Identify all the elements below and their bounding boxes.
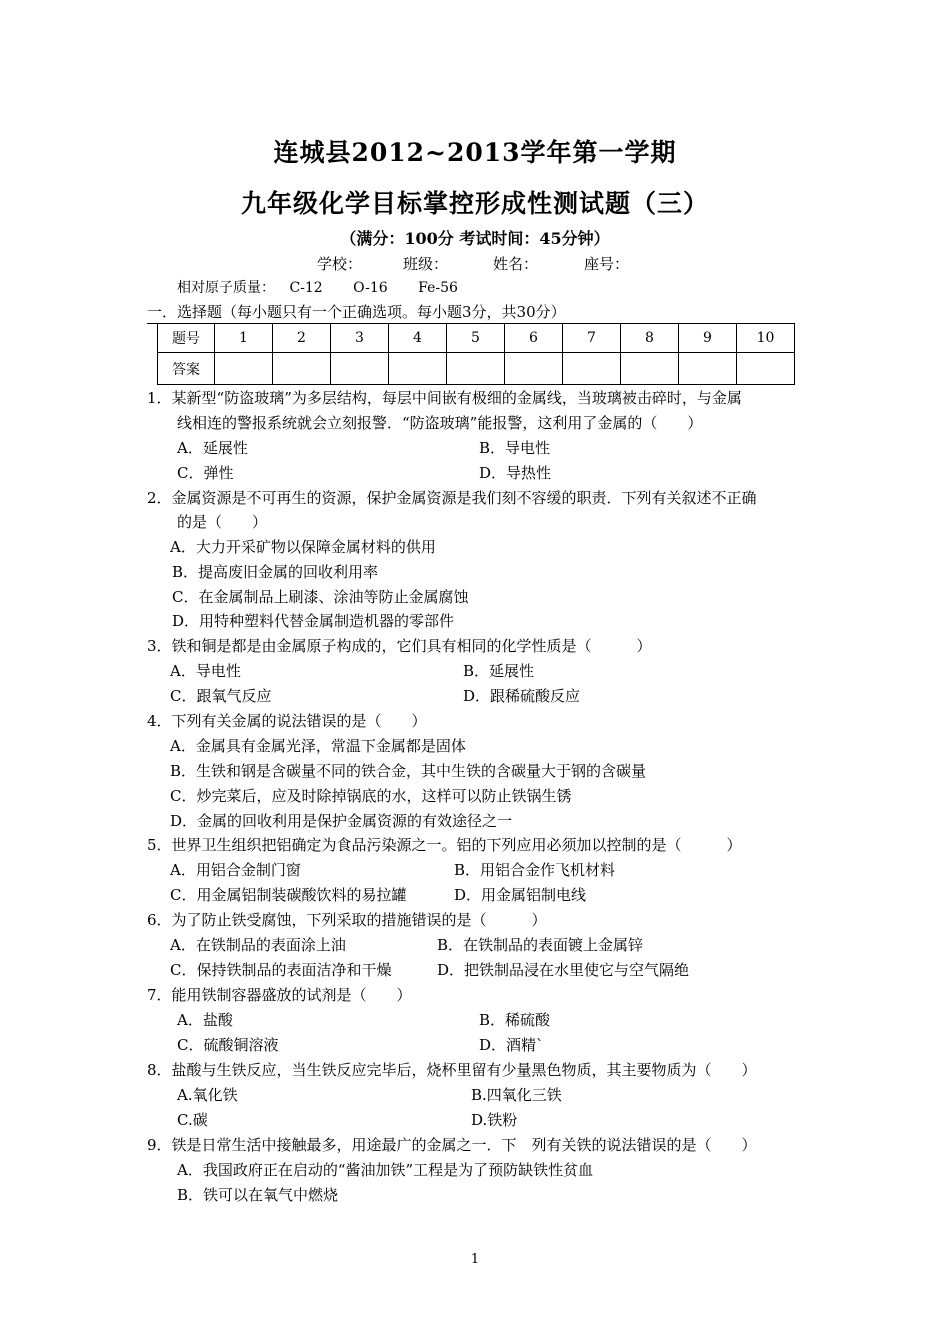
answer-cell[interactable]: [389, 353, 447, 385]
school-label: 学校：: [317, 255, 363, 273]
seat-label: 座号：: [584, 255, 630, 273]
question-8-option-d[interactable]: D.铁粉: [471, 1111, 518, 1129]
page-number: 1: [470, 1252, 480, 1267]
answer-cell[interactable]: [737, 353, 795, 385]
question-6-stem: 6．为了防止铁受腐蚀，下列采取的措施错误的是（ ）: [147, 911, 547, 929]
class-label: 班级：: [403, 255, 449, 273]
question-4-stem: 4．下列有关金属的说法错误的是（ ）: [147, 712, 427, 730]
question-1-option-a[interactable]: A．延展性: [177, 439, 248, 457]
exam-title-line2: 九年级化学目标掌控形成性测试题（三）: [240, 189, 709, 218]
question-7-option-b[interactable]: B．稀硫酸: [479, 1011, 551, 1029]
question-2-option-c[interactable]: C．在金属制品上刷漆、涂油等防止金属腐蚀: [172, 588, 469, 606]
table-number-cell: 4: [389, 324, 447, 353]
question-6-option-c[interactable]: C．保持铁制品的表面洁净和干燥: [170, 961, 392, 979]
atomic-mass-fe: Fe-56: [418, 280, 458, 296]
question-2-option-d[interactable]: D．用特种塑料代替金属制造机器的零部件: [172, 612, 455, 630]
question-2-stem-line2: 的是（ ）: [177, 513, 268, 531]
atomic-mass-o: O-16: [353, 280, 388, 296]
question-4-option-d[interactable]: D．金属的回收利用是保护金属资源的有效途径之一: [170, 812, 513, 830]
question-8-option-c[interactable]: C.碳: [177, 1111, 208, 1129]
answer-cell[interactable]: [679, 353, 737, 385]
question-2-option-a[interactable]: A．大力开采矿物以保障金属材料的供用: [170, 538, 436, 556]
table-number-cell: 9: [679, 324, 737, 353]
question-3-option-d[interactable]: D．跟稀硫酸反应: [463, 687, 581, 705]
question-9-option-a[interactable]: A．我国政府正在启动的“酱油加铁”工程是为了预防缺铁性贫血: [177, 1161, 594, 1179]
table-number-cell: 1: [215, 324, 273, 353]
question-2-stem-line1: 2．金属资源是不可再生的资源，保护金属资源是我们刻不容缓的职责．下列有关叙述不正确: [147, 489, 757, 507]
table-header-number: 题号: [158, 324, 215, 353]
question-1-option-b[interactable]: B．导电性: [479, 439, 551, 457]
question-6-option-d[interactable]: D．把铁制品浸在水里使它与空气隔绝: [437, 961, 690, 979]
question-1-option-c[interactable]: C．弹性: [177, 464, 234, 482]
question-7-option-d[interactable]: D．酒精`: [479, 1036, 544, 1054]
table-number-cell: 5: [447, 324, 505, 353]
question-3-stem: 3．铁和铜是都是由金属原子构成的，它们具有相同的化学性质是（ ）: [147, 637, 652, 655]
question-9-option-b[interactable]: B．铁可以在氧气中燃烧: [177, 1186, 339, 1204]
question-8-option-a[interactable]: A.氧化铁: [177, 1086, 238, 1104]
answer-cell[interactable]: [505, 353, 563, 385]
section-heading: 一．选择题（每小题只有一个正确选项。每小题3分，共30分）: [147, 301, 767, 324]
question-5-option-d[interactable]: D．用金属铝制电线: [454, 886, 587, 904]
question-9-stem: 9．铁是日常生活中接触最多，用途最广的金属之一．下 列有关铁的说法错误的是（ ）: [147, 1136, 757, 1154]
atomic-mass-row: [177, 277, 484, 297]
exam-subtitle: （满分：100分 考试时间：45分钟）: [340, 229, 610, 248]
question-5-option-b[interactable]: B．用铝合金作飞机材料: [454, 861, 616, 879]
answer-table: [157, 323, 795, 385]
question-6-option-a[interactable]: A．在铁制品的表面涂上油: [170, 936, 346, 954]
answer-cell[interactable]: [563, 353, 621, 385]
answer-cell[interactable]: [621, 353, 679, 385]
question-3-option-a[interactable]: A．导电性: [170, 662, 241, 680]
question-6-option-b[interactable]: B．在铁制品的表面镀上金属锌: [437, 936, 644, 954]
question-4-option-c[interactable]: C．炒完菜后，应及时除掉锅底的水，这样可以防止铁锅生锈: [170, 787, 572, 805]
question-4-option-b[interactable]: B．生铁和钢是含碳量不同的铁合金，其中生铁的含碳量大于钢的含碳量: [170, 762, 647, 780]
question-2-option-b[interactable]: B．提高废旧金属的回收利用率: [172, 563, 379, 581]
table-number-cell: 10: [737, 324, 795, 353]
answer-table-answer-row: [158, 353, 795, 385]
question-5-option-c[interactable]: C．用金属铝制装碳酸饮料的易拉罐: [170, 886, 407, 904]
answer-cell[interactable]: [331, 353, 389, 385]
answer-cell[interactable]: [447, 353, 505, 385]
table-header-answer: 答案: [158, 353, 215, 385]
atomic-mass-label: 相对原子质量：: [177, 280, 275, 296]
question-3-option-c[interactable]: C．跟氧气反应: [170, 687, 272, 705]
answer-cell[interactable]: [215, 353, 273, 385]
question-1-stem-line1: 1．某新型“防盗玻璃”为多层结构，每层中间嵌有极细的金属线，当玻璃被击碎时，与金属: [147, 389, 742, 407]
question-4-option-a[interactable]: A．金属具有金属光泽，常温下金属都是固体: [170, 737, 466, 755]
question-5-stem: 5．世界卫生组织把铝确定为食品污染源之一。铝的下列应用必须加以控制的是（ ）: [147, 836, 742, 854]
question-7-stem: 7．能用铁制容器盛放的试剂是（ ）: [147, 986, 412, 1004]
question-7-option-a[interactable]: A．盐酸: [177, 1011, 233, 1029]
table-number-cell: 3: [331, 324, 389, 353]
question-5-option-a[interactable]: A．用铝合金制门窗: [170, 861, 301, 879]
question-1-stem-line2: 线相连的警报系统就会立刻报警．“防盗玻璃”能报警，这利用了金属的（ ）: [177, 414, 703, 432]
question-3-option-b[interactable]: B．延展性: [463, 662, 535, 680]
question-8-option-b[interactable]: B.四氧化三铁: [471, 1086, 562, 1104]
exam-title-line1: 连城县2012~2013学年第一学期: [273, 138, 677, 167]
atomic-mass-c: C-12: [289, 280, 323, 296]
table-number-cell: 8: [621, 324, 679, 353]
name-label: 姓名：: [493, 255, 539, 273]
table-number-cell: 6: [505, 324, 563, 353]
question-8-stem: 8．盐酸与生铁反应，当生铁反应完毕后，烧杯里留有少量黑色物质，其主要物质为（ ）: [147, 1061, 757, 1079]
table-number-cell: 7: [563, 324, 621, 353]
answer-cell[interactable]: [273, 353, 331, 385]
question-1-option-d[interactable]: D．导热性: [479, 464, 552, 482]
table-number-cell: 2: [273, 324, 331, 353]
question-7-option-c[interactable]: C．硫酸铜溶液: [177, 1036, 279, 1054]
answer-table-number-row: [158, 324, 795, 353]
